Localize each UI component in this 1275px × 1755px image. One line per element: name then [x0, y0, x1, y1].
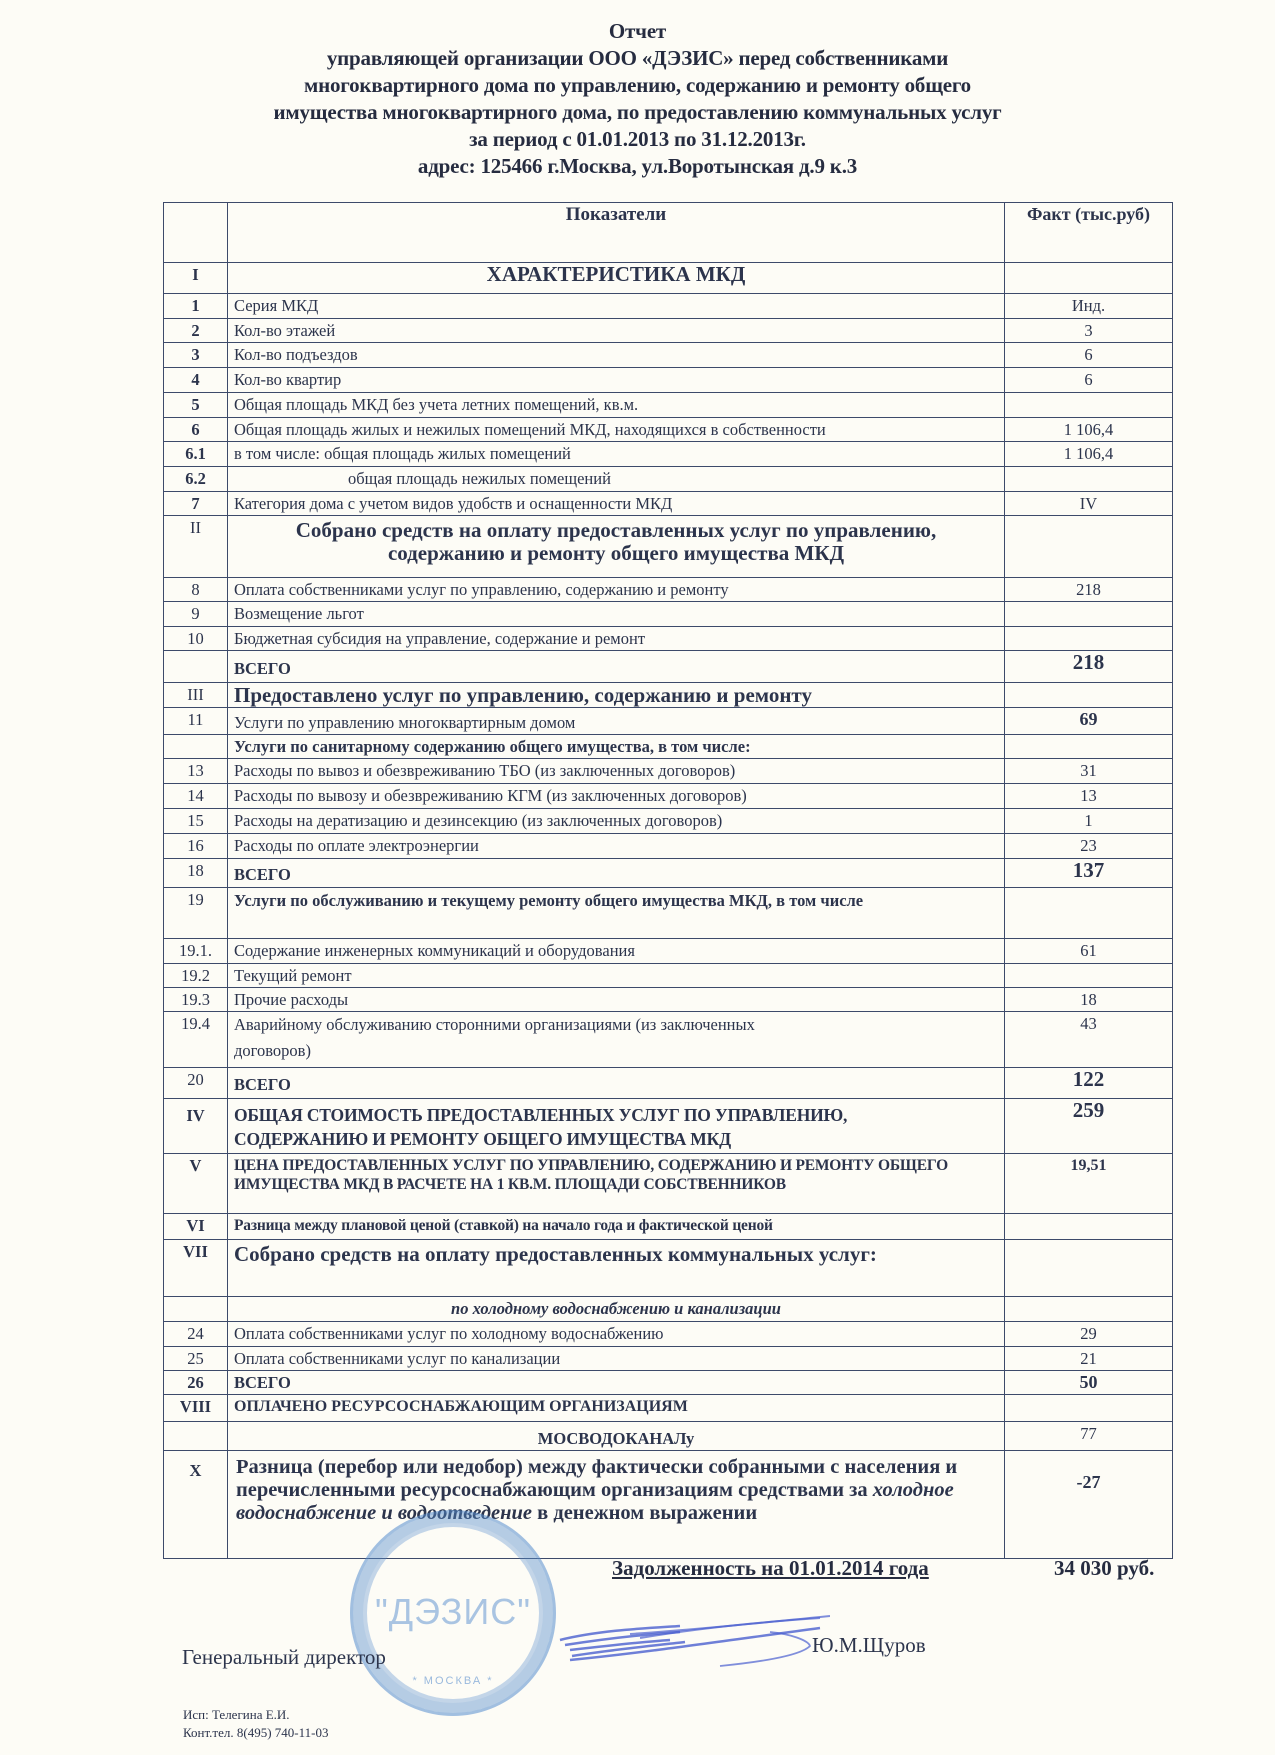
table-row: [164, 784, 1173, 809]
row-num: [164, 1297, 228, 1322]
header-num-cell: [164, 203, 228, 263]
row-label: ЦЕНА ПРЕДОСТАВЛЕННЫХ УСЛУГ ПО УПРАВЛЕНИЮ, СОДЕРЖАНИЮ И РЕМОНТУ ОБЩЕГО ИМУЩЕСТВА МКД В РАСЧЕТЕ НА 1 КВ.М. ПЛОЩАДИ СОБСТВЕННИКОВ: [228, 1154, 1005, 1214]
table-row: [164, 988, 1173, 1012]
row-value: 21: [1005, 1347, 1173, 1371]
row-num: 25: [164, 1347, 228, 1371]
executor-name: Исп: Телегина Е.И.: [183, 1707, 290, 1722]
row-num: 11: [164, 708, 228, 735]
row-label: Расходы по вывоз и обезвреживанию ТБО (из заключенных договоров): [228, 759, 1005, 784]
table-header-row: [164, 203, 1173, 263]
row-value: [1005, 683, 1173, 708]
row-label-italic-part: холодное водоснабжение и водоотведение: [236, 1479, 954, 1524]
row-num: I: [164, 263, 228, 294]
table-row: [164, 834, 1173, 859]
debt-line: [612, 1556, 1172, 1581]
row-value: 77: [1005, 1422, 1173, 1451]
table-row: [164, 343, 1173, 368]
row-value: 218: [1005, 651, 1173, 683]
row-value: [1005, 735, 1173, 759]
row-value: [1005, 263, 1173, 294]
signature-tail: [640, 1600, 830, 1670]
table-row: [164, 294, 1173, 319]
row-num: V: [164, 1154, 228, 1214]
row-label: МОСВОДОКАНАЛу: [228, 1422, 1005, 1451]
row-value: [1005, 1240, 1173, 1297]
row-value: 6: [1005, 343, 1173, 368]
title-line: имущества многоквартирного дома, по предоставлению коммунальных услуг: [273, 100, 1002, 124]
row-num: 6.1: [164, 442, 228, 467]
table-row: [164, 1012, 1173, 1068]
row-label: Аварийному обслуживанию сторонними организациями (из заключенных договоров): [228, 1012, 1005, 1068]
executor-phone: Конт.тел. 8(495) 740-11-03: [183, 1725, 329, 1740]
row-label: Услуги по обслуживанию и текущему ремонту общего имущества МКД, в том числе: [228, 888, 1005, 939]
table-row: [164, 964, 1173, 988]
row-value: [1005, 516, 1173, 578]
signatory-name: Ю.М.Щуров: [812, 1633, 926, 1657]
row-value: [1005, 602, 1173, 627]
row-value: [1005, 467, 1173, 492]
row-value: 218: [1005, 578, 1173, 602]
table-row: [164, 442, 1173, 467]
row-value: [1005, 1297, 1173, 1322]
row-num: 13: [164, 759, 228, 784]
section-row: [164, 1395, 1173, 1422]
signatory-role: Генеральный директор: [182, 1645, 386, 1669]
row-num: 7: [164, 492, 228, 516]
row-num: IV: [164, 1099, 228, 1154]
table-row: [164, 418, 1173, 442]
row-value: 43: [1005, 1012, 1173, 1068]
total-row: [164, 1068, 1173, 1099]
row-label: Оплата собственниками услуг по управлению, содержанию и ремонту: [228, 578, 1005, 602]
row-value: Инд.: [1005, 294, 1173, 319]
row-num: VIII: [164, 1395, 228, 1422]
debt-label: Задолженность на 01.01.2014 года: [612, 1556, 929, 1580]
row-label: ОПЛАЧЕНО РЕСУРСОСНАБЖАЮЩИМ ОРГАНИЗАЦИЯМ: [228, 1395, 1005, 1422]
table-row: [164, 393, 1173, 418]
report-table: [163, 202, 1173, 1559]
row-value: 23: [1005, 834, 1173, 859]
row-num: 19.2: [164, 964, 228, 988]
row-value: 3: [1005, 319, 1173, 343]
row-value: 18: [1005, 988, 1173, 1012]
row-label: Общая площадь жилых и нежилых помещений МКД, находящихся в собственности: [228, 418, 1005, 442]
row-num: 18: [164, 859, 228, 888]
row-label: Услуги по санитарному содержанию общего имущества, в том числе:: [228, 735, 1005, 759]
row-num: 6: [164, 418, 228, 442]
title-line: адрес: 125466 г.Москва, ул.Воротынская д.9 к.3: [417, 154, 858, 178]
row-label: Кол-во этажей: [228, 319, 1005, 343]
row-num: X: [164, 1451, 228, 1559]
row-num: 9: [164, 602, 228, 627]
header-indicator: Показатели: [228, 203, 1005, 263]
table-row: [164, 1347, 1173, 1371]
row-label: ОБЩАЯ СТОИМОСТЬ ПРЕДОСТАВЛЕННЫХ УСЛУГ ПО УПРАВЛЕНИЮ, СОДЕРЖАНИЮ И РЕМОНТУ ОБЩЕГО ИМУЩЕСТВА МКД: [228, 1099, 1005, 1154]
row-num: [164, 1422, 228, 1451]
table-row: [164, 809, 1173, 834]
row-value: 29: [1005, 1322, 1173, 1347]
title-line: за период с 01.01.2013 по 31.12.2013г.: [469, 127, 806, 151]
row-num: 24: [164, 1322, 228, 1347]
total-row: [164, 859, 1173, 888]
title-line: многоквартирного дома по управлению, содержанию и ремонту общего: [304, 73, 971, 97]
row-label: ВСЕГО: [228, 1371, 1005, 1395]
table-row: [164, 368, 1173, 393]
section-row: [164, 516, 1173, 578]
table-row: [164, 1422, 1173, 1451]
summary-row: [164, 1154, 1173, 1214]
row-label: ВСЕГО: [228, 859, 1005, 888]
row-value: 122: [1005, 1068, 1173, 1099]
section-row: [164, 263, 1173, 294]
row-label: Собрано средств на оплату предоставленных услуг по управлению, содержанию и ремонту общего имущества МКД: [228, 516, 1005, 578]
row-value: 69: [1005, 708, 1173, 735]
row-num: 5: [164, 393, 228, 418]
row-value: 137: [1005, 859, 1173, 888]
row-label: Общая площадь МКД без учета летних помещений, кв.м.: [228, 393, 1005, 418]
table-row: [164, 939, 1173, 964]
row-value: [1005, 1395, 1173, 1422]
row-num: 16: [164, 834, 228, 859]
row-label: Прочие расходы: [228, 988, 1005, 1012]
row-num: 2: [164, 319, 228, 343]
row-label: Возмещение льгот: [228, 602, 1005, 627]
row-label: Предоставлено услуг по управлению, содержанию и ремонту: [228, 683, 1005, 708]
row-num: 1: [164, 294, 228, 319]
row-num: 4: [164, 368, 228, 393]
row-num: 3: [164, 343, 228, 368]
row-label: Расходы на дератизацию и дезинсекцию (из заключенных договоров): [228, 809, 1005, 834]
row-label-part: в денежном выражении: [532, 1502, 758, 1524]
row-label: ВСЕГО: [228, 651, 1005, 683]
total-row: [164, 1371, 1173, 1395]
row-value: -27: [1005, 1451, 1173, 1559]
row-label: Категория дома с учетом видов удобств и оснащенности МКД: [228, 492, 1005, 516]
row-label: Серия МКД: [228, 294, 1005, 319]
row-value: 61: [1005, 939, 1173, 964]
table-row: [164, 319, 1173, 343]
row-label: общая площадь нежилых помещений: [228, 467, 1005, 492]
row-num: VII: [164, 1240, 228, 1297]
table-row: [164, 578, 1173, 602]
row-label: ВСЕГО: [228, 1068, 1005, 1099]
debt-amount: 34 030 руб.: [1054, 1556, 1155, 1580]
row-label: Услуги по управлению многоквартирным домом: [228, 708, 1005, 735]
row-num: 20: [164, 1068, 228, 1099]
row-num: 19.3: [164, 988, 228, 1012]
title-line: управляющей организации ООО «ДЭЗИС» перед собственниками: [326, 46, 949, 70]
header-fact: Факт (тыс.руб): [1005, 203, 1173, 263]
section-row: [164, 1240, 1173, 1297]
row-value: 50: [1005, 1371, 1173, 1395]
row-value: 6: [1005, 368, 1173, 393]
table-row: [164, 708, 1173, 735]
row-value: [1005, 1214, 1173, 1240]
row-value: [1005, 964, 1173, 988]
total-row: [164, 651, 1173, 683]
row-num: [164, 735, 228, 759]
subsection-row: [164, 888, 1173, 939]
row-num: 14: [164, 784, 228, 809]
report-title: [0, 18, 1275, 180]
row-num: 19.1.: [164, 939, 228, 964]
row-label: Расходы по оплате электроэнергии: [228, 834, 1005, 859]
row-label: Бюджетная субсидия на управление, содержание и ремонт: [228, 627, 1005, 651]
row-value: [1005, 393, 1173, 418]
section-row: [164, 1451, 1173, 1559]
row-num: 8: [164, 578, 228, 602]
row-num: III: [164, 683, 228, 708]
row-label: по холодному водоснабжению и канализации: [228, 1297, 1005, 1322]
executor-info: [183, 1706, 328, 1742]
row-num: 19.4: [164, 1012, 228, 1068]
stamp-city: * МОСКВА *: [412, 1675, 494, 1687]
row-num: [164, 651, 228, 683]
row-label: Оплата собственниками услуг по холодному водоснабжению: [228, 1322, 1005, 1347]
row-value: IV: [1005, 492, 1173, 516]
row-value: 19,51: [1005, 1154, 1173, 1214]
table-row: [164, 759, 1173, 784]
table-row: [164, 1322, 1173, 1347]
subsection-row: [164, 735, 1173, 759]
row-value: 1: [1005, 809, 1173, 834]
table-row: [164, 1214, 1173, 1240]
row-label: ХАРАКТЕРИСТИКА МКД: [228, 263, 1005, 294]
row-label: Собрано средств на оплату предоставленных коммунальных услуг:: [228, 1240, 1005, 1297]
row-num: 15: [164, 809, 228, 834]
row-label: Оплата собственниками услуг по канализации: [228, 1347, 1005, 1371]
row-label: [228, 1451, 1005, 1559]
summary-row: [164, 1099, 1173, 1154]
title-line: Отчет: [608, 19, 667, 43]
row-num: II: [164, 516, 228, 578]
row-num: 6.2: [164, 467, 228, 492]
row-label-part: Разница (перебор или недобор) между фактически собранными с населения и перечисленными ресурсоснабжающим организациям средствами за: [236, 1456, 958, 1501]
row-value: 13: [1005, 784, 1173, 809]
row-label: Разница между плановой ценой (ставкой) на начало года и фактической ценой: [228, 1214, 1005, 1240]
row-label: Текущий ремонт: [228, 964, 1005, 988]
table-row: [164, 467, 1173, 492]
row-label: Расходы по вывозу и обезвреживанию КГМ (из заключенных договоров): [228, 784, 1005, 809]
section-row: [164, 683, 1173, 708]
row-value: 1 106,4: [1005, 442, 1173, 467]
row-value: 1 106,4: [1005, 418, 1173, 442]
row-num: 19: [164, 888, 228, 939]
row-label: Кол-во квартир: [228, 368, 1005, 393]
row-value: [1005, 888, 1173, 939]
row-num: 10: [164, 627, 228, 651]
row-label: Содержание инженерных коммуникаций и оборудования: [228, 939, 1005, 964]
row-num: 26: [164, 1371, 228, 1395]
table-row: [164, 492, 1173, 516]
stamp-name: "ДЭЗИС": [374, 1591, 532, 1632]
row-num: VI: [164, 1214, 228, 1240]
row-value: [1005, 627, 1173, 651]
row-value: 31: [1005, 759, 1173, 784]
row-label: в том числе: общая площадь жилых помещений: [228, 442, 1005, 467]
table-row: [164, 602, 1173, 627]
row-label: Кол-во подъездов: [228, 343, 1005, 368]
table-row: [164, 627, 1173, 651]
subsection-row: [164, 1297, 1173, 1322]
row-value: 259: [1005, 1099, 1173, 1154]
